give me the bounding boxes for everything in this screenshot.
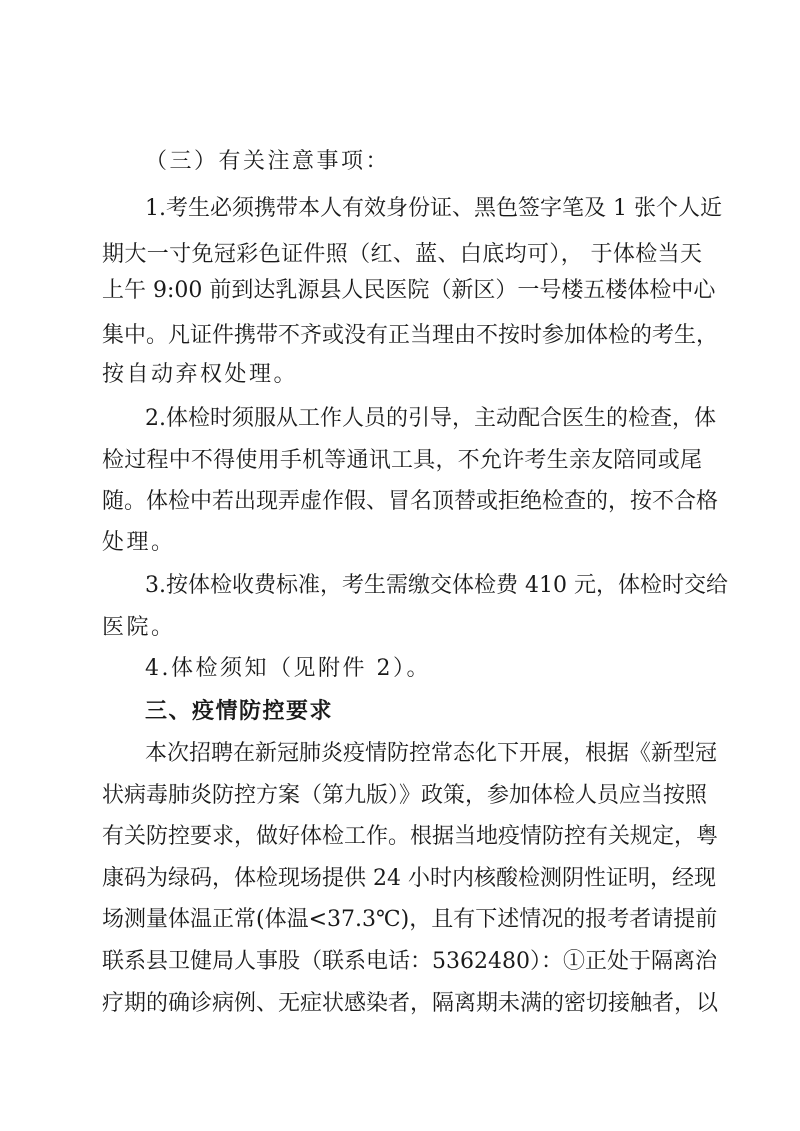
item-1-line-1: 1.考生必须携带本人有效身份证、黑色签字笔及 1 张个人近 [145, 196, 722, 221]
item-4-line-1: 4.体检须知（见附件 2）。 [145, 656, 431, 681]
item-1-line-5: 按自动弃权处理。 [102, 362, 299, 387]
section-heading: 三、疫情防控要求 [145, 699, 334, 724]
item-2-line-3: 随。体检中若出现弄虚作假、冒名顶替或拒绝检查的，按不合格 [102, 489, 719, 514]
item-3-line-2: 医院。 [102, 615, 176, 640]
item-2-line-2: 检过程中不得使用手机等通讯工具，不允许考生亲友陪同或尾 [102, 448, 702, 473]
item-2-line-4: 处理。 [102, 530, 176, 555]
para-line-6: 联系县卫健局人事股（联系电话：5362480）：①正处于隔离治 [102, 949, 717, 974]
para-line-2: 状病毒肺炎防控方案（第九版）》政策，参加体检人员应当按照 [102, 783, 708, 808]
item-3-line-1: 3.按体检收费标准，考生需缴交体检费 410 元，体检时交给 [145, 573, 728, 598]
para-line-7: 疗期的确诊病例、无症状感染者，隔离期未满的密切接触者，以 [102, 991, 719, 1016]
para-line-3: 有关防控要求，做好体检工作。根据当地疫情防控有关规定，粤 [102, 824, 719, 849]
item-1-line-3: 上午 9:00 前到达乳源县人民医院（新区）一号楼五楼体检中心 [102, 278, 716, 303]
para-line-5: 场测量体温正常(体温<37.3℃)，且有下述情况的报考者请提前 [102, 907, 718, 932]
item-2-line-1: 2.体检时须服从工作人员的引导，主动配合医生的检查，体 [145, 406, 716, 431]
item-1-line-2: 期大一寸免冠彩色证件照（红、蓝、白底均可）， 于体检当天 [102, 242, 702, 267]
para-line-4: 康码为绿码，体检现场提供 24 小时内核酸检测阴性证明，经现 [102, 866, 716, 891]
para-line-1: 本次招聘在新冠肺炎疫情防控常态化下开展，根据《新型冠 [145, 741, 718, 766]
subsection-heading: （三）有关注意事项： [145, 149, 391, 174]
item-1-line-4: 集中。凡证件携带不齐或没有正当理由不按时参加体检的考生， [102, 323, 719, 348]
